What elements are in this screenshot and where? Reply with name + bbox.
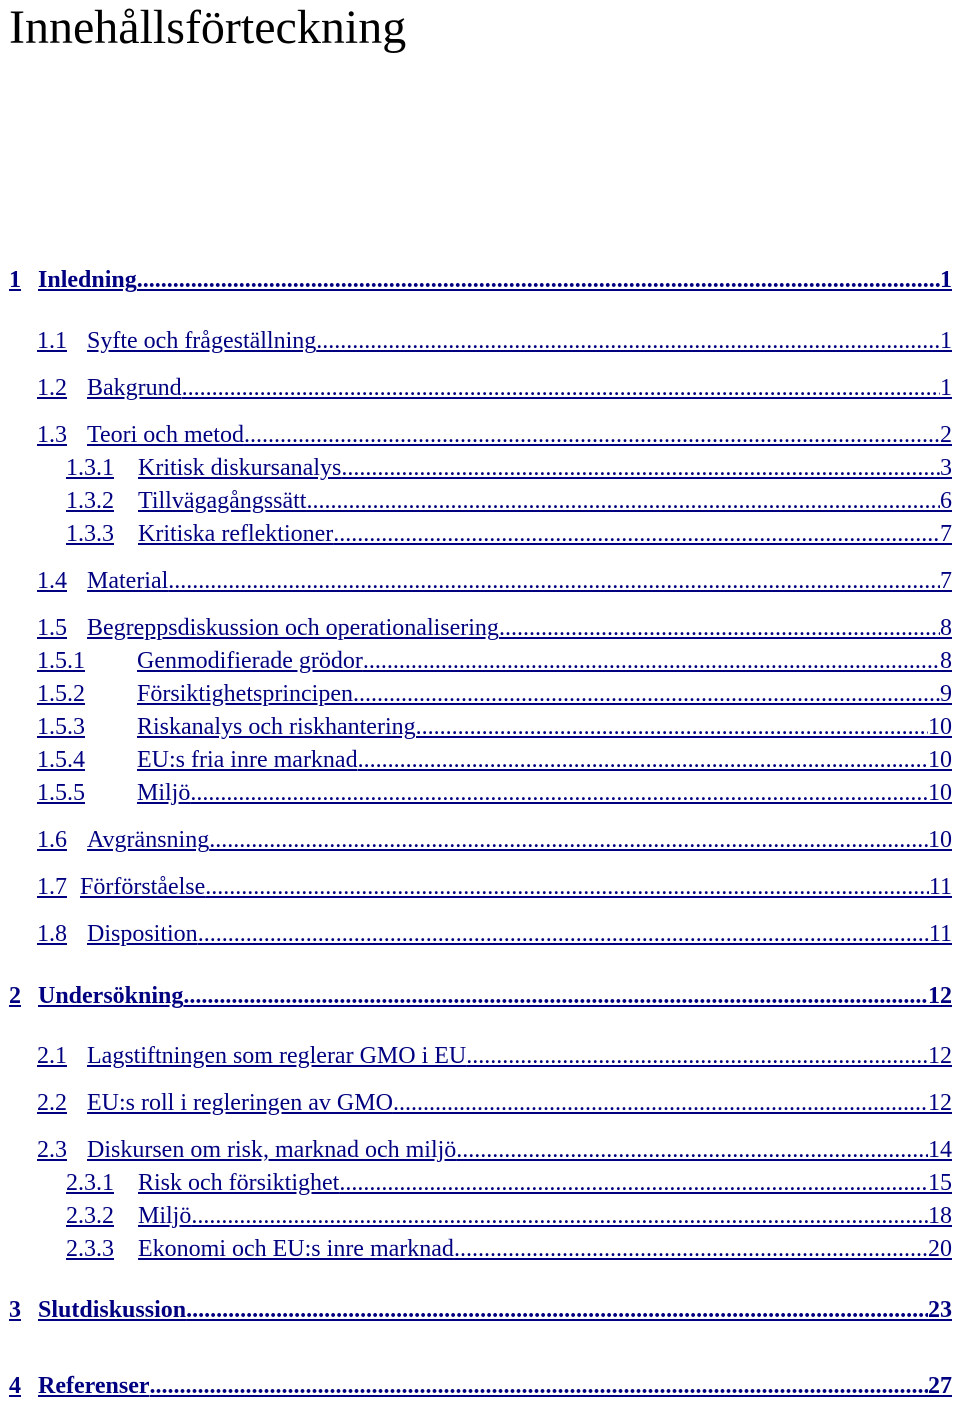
toc-entry-1-6[interactable] bbox=[37, 826, 952, 854]
toc-label: Ekonomi och EU:s inre marknad bbox=[138, 1236, 454, 1262]
toc-leader-dots bbox=[363, 647, 940, 675]
toc-entry-1-5[interactable] bbox=[37, 614, 952, 642]
toc-number: 1 bbox=[9, 267, 21, 293]
toc-label: Risk och försiktighet bbox=[138, 1170, 340, 1196]
toc-label: Avgränsning bbox=[87, 827, 210, 853]
toc-page-number: 8 bbox=[940, 615, 952, 641]
toc-entry-3[interactable] bbox=[9, 1296, 952, 1324]
toc-label: Begreppsdiskussion och operationalisering bbox=[87, 615, 499, 641]
toc-number: 1.5.3 bbox=[37, 714, 85, 740]
toc-label: Bakgrund bbox=[87, 375, 182, 401]
toc-entry-1-1[interactable] bbox=[37, 327, 952, 355]
toc-entry-2-3-2[interactable] bbox=[66, 1202, 952, 1230]
toc-leader-dots bbox=[168, 567, 940, 595]
toc-label: Miljö bbox=[138, 1203, 192, 1229]
toc-page-number: 10 bbox=[928, 827, 952, 853]
toc-leader-dots bbox=[198, 920, 929, 948]
toc-number: 3 bbox=[9, 1297, 21, 1323]
toc-leader-dots bbox=[333, 520, 940, 548]
toc-entry-1-8[interactable] bbox=[37, 920, 952, 948]
toc-leader-dots bbox=[150, 1372, 929, 1400]
toc-number: 4 bbox=[9, 1373, 21, 1399]
toc-leader-dots bbox=[191, 1202, 928, 1230]
toc-label: Diskursen om risk, marknad och miljö bbox=[87, 1137, 457, 1163]
toc-leader-dots bbox=[466, 1042, 928, 1070]
toc-page-number: 9 bbox=[940, 681, 952, 707]
toc-leader-dots bbox=[205, 873, 929, 901]
toc-number: 2.1 bbox=[37, 1043, 67, 1069]
toc-page-number: 12 bbox=[928, 1090, 952, 1116]
toc-number: 1.4 bbox=[37, 568, 67, 594]
toc-leader-dots bbox=[353, 680, 940, 708]
toc-entry-1-5-3[interactable] bbox=[37, 713, 952, 741]
toc-entry-4[interactable] bbox=[9, 1372, 952, 1400]
toc-page-number: 6 bbox=[940, 488, 952, 514]
toc-number: 1.7 bbox=[37, 874, 67, 900]
toc-entry-1-5-2[interactable] bbox=[37, 680, 952, 708]
toc-page-number: 20 bbox=[928, 1236, 952, 1262]
toc-leader-dots bbox=[416, 713, 928, 741]
toc-number: 2.3.1 bbox=[66, 1170, 114, 1196]
toc-page-number: 1 bbox=[940, 375, 952, 401]
toc-entry-1-3-2[interactable] bbox=[66, 487, 952, 515]
toc-label: Tillvägagångssätt bbox=[138, 488, 307, 514]
toc-page-number: 8 bbox=[940, 648, 952, 674]
toc-page-number: 10 bbox=[928, 780, 952, 806]
toc-page-number: 1 bbox=[940, 267, 952, 293]
toc-entry-2[interactable] bbox=[9, 982, 952, 1010]
toc-leader-dots bbox=[499, 614, 940, 642]
toc-leader-dots bbox=[454, 1235, 928, 1263]
toc-page-number: 23 bbox=[928, 1297, 952, 1323]
toc-entry-2-3[interactable] bbox=[37, 1136, 952, 1164]
toc-label: Disposition bbox=[87, 921, 198, 947]
toc-number: 1.6 bbox=[37, 827, 67, 853]
toc-number: 1.5.2 bbox=[37, 681, 85, 707]
toc-entry-2-3-3[interactable] bbox=[66, 1235, 952, 1263]
toc-number: 1.1 bbox=[37, 328, 67, 354]
toc-leader-dots bbox=[244, 421, 940, 449]
toc-label: Slutdiskussion bbox=[38, 1297, 187, 1323]
toc-label: EU:s roll i regleringen av GMO bbox=[87, 1090, 393, 1116]
toc-number: 2.2 bbox=[37, 1090, 67, 1116]
toc-leader-dots bbox=[183, 982, 928, 1010]
toc-number: 2.3 bbox=[37, 1137, 67, 1163]
toc-label: Teori och metod bbox=[87, 422, 244, 448]
toc-page-number: 11 bbox=[928, 921, 952, 947]
toc-entry-1-5-4[interactable] bbox=[37, 746, 952, 774]
toc-entry-1-7[interactable] bbox=[37, 873, 952, 901]
toc-number: 1.5 bbox=[37, 615, 67, 641]
toc-page-number: 27 bbox=[928, 1373, 952, 1399]
toc-leader-dots bbox=[393, 1089, 928, 1117]
toc-number: 1.2 bbox=[37, 375, 67, 401]
toc-label: Riskanalys och riskhantering bbox=[137, 714, 416, 740]
toc-number: 1.5.1 bbox=[37, 648, 85, 674]
toc-number: 1.3.3 bbox=[66, 521, 114, 547]
toc-leader-dots bbox=[341, 454, 940, 482]
toc-leader-dots bbox=[316, 327, 940, 355]
toc-number: 1.3.1 bbox=[66, 455, 114, 481]
toc-leader-dots bbox=[182, 374, 940, 402]
toc-page-number: 18 bbox=[928, 1203, 952, 1229]
toc-page-number: 12 bbox=[928, 1043, 952, 1069]
toc-label: Referenser bbox=[38, 1373, 150, 1399]
toc-entry-1-4[interactable] bbox=[37, 567, 952, 595]
toc-entry-1-5-1[interactable] bbox=[37, 647, 952, 675]
toc-page-number: 11 bbox=[928, 874, 952, 900]
toc-page-number: 2 bbox=[940, 422, 952, 448]
toc-page-number: 12 bbox=[928, 983, 952, 1009]
toc-entry-1-3[interactable] bbox=[37, 421, 952, 449]
toc-page-number: 10 bbox=[928, 714, 952, 740]
toc-page-number: 10 bbox=[928, 747, 952, 773]
toc-leader-dots bbox=[186, 1296, 928, 1324]
toc-entry-1-3-1[interactable] bbox=[66, 454, 952, 482]
toc-page-number: 1 bbox=[940, 328, 952, 354]
toc-label: Undersökning bbox=[38, 983, 184, 1009]
toc-number: 2 bbox=[9, 983, 21, 1009]
toc-label: Material bbox=[87, 568, 169, 594]
toc-leader-dots bbox=[358, 746, 928, 774]
toc-page-number: 15 bbox=[928, 1170, 952, 1196]
toc-page-number: 7 bbox=[940, 568, 952, 594]
toc-label: Lagstiftningen som reglerar GMO i EU bbox=[87, 1043, 467, 1069]
toc-label: Miljö bbox=[137, 780, 191, 806]
toc-label: Syfte och frågeställning bbox=[87, 328, 317, 354]
toc-number: 1.5.5 bbox=[37, 780, 85, 806]
toc-leader-dots bbox=[456, 1136, 928, 1164]
toc-entry-1[interactable] bbox=[9, 266, 952, 294]
toc-page-number: 3 bbox=[940, 455, 952, 481]
toc-leader-dots bbox=[306, 487, 940, 515]
toc-label: Försiktighetsprincipen bbox=[137, 681, 353, 707]
toc-label: Kritiska reflektioner bbox=[138, 521, 334, 547]
page-title: Innehållsförteckning bbox=[9, 1, 407, 54]
toc-page-number: 7 bbox=[940, 521, 952, 547]
toc-number: 1.3.2 bbox=[66, 488, 114, 514]
toc-label: Förförståelse bbox=[80, 874, 206, 900]
toc-label: Inledning bbox=[38, 267, 137, 293]
toc-label: Genmodifierade grödor bbox=[137, 648, 363, 674]
toc-number: 2.3.2 bbox=[66, 1203, 114, 1229]
toc-leader-dots bbox=[137, 266, 940, 294]
toc-entry-1-2[interactable] bbox=[37, 374, 952, 402]
toc-entry-2-1[interactable] bbox=[37, 1042, 952, 1070]
toc-number: 1.8 bbox=[37, 921, 67, 947]
toc-entry-1-5-5[interactable] bbox=[37, 779, 952, 807]
toc-leader-dots bbox=[209, 826, 928, 854]
toc-entry-2-3-1[interactable] bbox=[66, 1169, 952, 1197]
toc-page-number: 14 bbox=[928, 1137, 952, 1163]
toc-leader-dots bbox=[339, 1169, 928, 1197]
toc-number: 2.3.3 bbox=[66, 1236, 114, 1262]
toc-number: 1.5.4 bbox=[37, 747, 85, 773]
toc-label: Kritisk diskursanalys bbox=[138, 455, 342, 481]
toc-leader-dots bbox=[190, 779, 928, 807]
toc-entry-1-3-3[interactable] bbox=[66, 520, 952, 548]
toc-number: 1.3 bbox=[37, 422, 67, 448]
toc-label: EU:s fria inre marknad bbox=[137, 747, 358, 773]
toc-entry-2-2[interactable] bbox=[37, 1089, 952, 1117]
